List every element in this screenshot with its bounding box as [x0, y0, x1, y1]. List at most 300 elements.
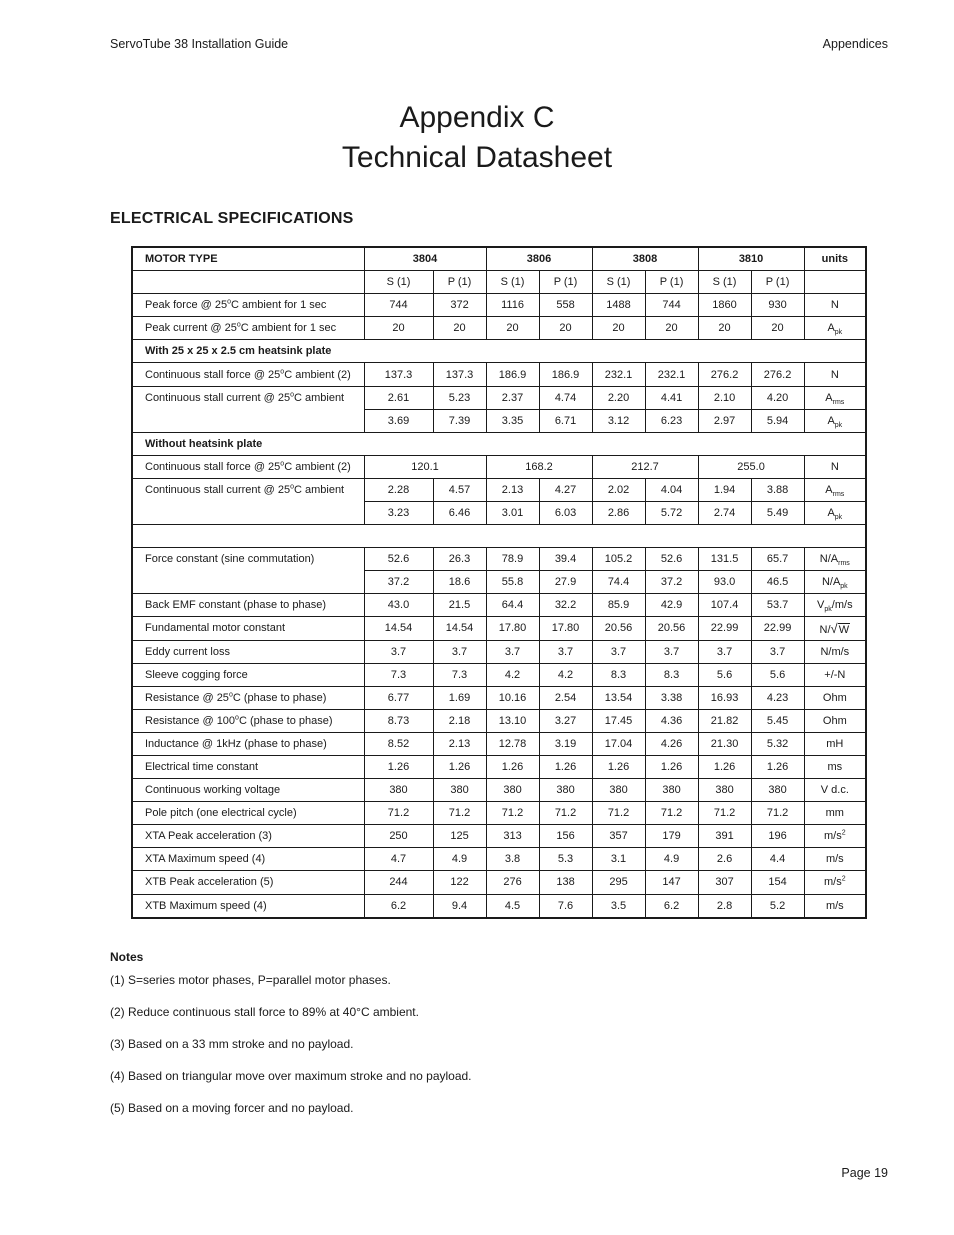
value-cell: 6.46 — [433, 502, 486, 525]
unit-sub: pk — [834, 421, 843, 429]
value-cell: 147 — [645, 871, 698, 894]
unit-text: A — [825, 483, 833, 496]
value-cell: 20.56 — [645, 617, 698, 640]
degree-sup: o — [227, 298, 232, 306]
value-cell: 20 — [698, 317, 751, 340]
row-label-text: Continuous stall current @ 25 — [145, 391, 291, 404]
value-cell: 71.2 — [592, 802, 645, 825]
value-cell: 4.23 — [751, 686, 804, 709]
value-cell: 71.2 — [645, 802, 698, 825]
table-row — [132, 548, 866, 571]
unit-sub: rms — [838, 560, 850, 568]
row-label-text: Continuous stall force @ 25 — [145, 460, 281, 473]
value-cell: 2.18 — [433, 709, 486, 732]
value-cell: 3.7 — [751, 640, 804, 663]
value-cell: 21.82 — [698, 709, 751, 732]
value-cell: 71.2 — [433, 802, 486, 825]
unit-cell: N/m/s — [804, 640, 866, 663]
row-label — [132, 848, 364, 871]
value-cell: 1.69 — [433, 686, 486, 709]
unit-cell — [804, 409, 866, 432]
unit-sub: pk — [840, 583, 848, 591]
value-cell: 32.2 — [539, 594, 592, 617]
value-cell: 5.2 — [751, 894, 804, 918]
unit-cell — [804, 502, 866, 525]
unit-cell: N — [804, 363, 866, 386]
unit-sup: 2 — [841, 829, 846, 837]
degree-sup: o — [290, 483, 294, 491]
value-cell: 2.37 — [486, 386, 539, 409]
degree-sup: o — [290, 390, 294, 398]
square-root-icon: √ — [830, 620, 838, 636]
value-cell: 313 — [486, 825, 539, 848]
unit-sub: pk — [824, 606, 832, 614]
degree-sup: o — [236, 321, 241, 329]
value-cell: 3.7 — [486, 640, 539, 663]
row-label — [132, 825, 364, 848]
value-cell: 744 — [364, 294, 433, 317]
value-cell: 137.3 — [364, 363, 433, 386]
value-cell: 4.74 — [539, 386, 592, 409]
model-header: 3808 — [592, 247, 698, 271]
value-cell: 22.99 — [751, 617, 804, 640]
parallel-subheader: P (1) — [539, 271, 592, 294]
motor-type-header: MOTOR TYPE — [132, 247, 364, 271]
value-cell: 3.7 — [698, 640, 751, 663]
series-subheader: S (1) — [592, 271, 645, 294]
value-cell: 6.2 — [364, 894, 433, 918]
value-cell: 276 — [486, 871, 539, 894]
value-cell: 380 — [698, 779, 751, 802]
table-row — [132, 594, 866, 617]
value-cell: 232.1 — [645, 363, 698, 386]
row-label-text: Continuous stall current @ 25 — [145, 483, 291, 496]
value-cell: 255.0 — [698, 455, 804, 478]
value-cell: 71.2 — [486, 802, 539, 825]
unit-cell: N — [804, 455, 866, 478]
value-cell: 37.2 — [645, 571, 698, 594]
unit-sub: pk — [834, 329, 843, 337]
value-cell: 391 — [698, 825, 751, 848]
unit-cell — [804, 548, 866, 571]
row-label — [132, 732, 364, 755]
row-label-text: Peak current @ 25 — [145, 322, 237, 335]
value-cell: 52.6 — [364, 548, 433, 571]
table-row — [132, 363, 866, 386]
value-cell: 20 — [364, 317, 433, 340]
value-cell: 156 — [539, 825, 592, 848]
row-label-text: XTA Peak acceleration (3) — [145, 830, 272, 843]
value-cell: 380 — [592, 779, 645, 802]
degree-sup: o — [228, 691, 233, 699]
value-cell: 65.7 — [751, 548, 804, 571]
value-cell: 2.54 — [539, 686, 592, 709]
table-row — [132, 732, 866, 755]
note-item: (1) S=series motor phases, P=parallel motor phases. — [110, 973, 391, 987]
row-label-text: C ambient — [293, 391, 345, 404]
value-cell: 8.3 — [592, 663, 645, 686]
value-cell: 3.69 — [364, 409, 433, 432]
row-label-text: C ambient (2) — [284, 460, 351, 473]
unit-text: A — [827, 414, 835, 427]
value-cell: 2.10 — [698, 386, 751, 409]
value-cell: 71.2 — [539, 802, 592, 825]
value-cell: 179 — [645, 825, 698, 848]
value-cell: 212.7 — [592, 455, 698, 478]
value-cell: 1.26 — [592, 755, 645, 778]
value-cell: 125 — [433, 825, 486, 848]
value-cell: 2.74 — [698, 502, 751, 525]
value-cell: 372 — [433, 294, 486, 317]
value-cell: 4.5 — [486, 894, 539, 918]
table-row — [132, 709, 866, 732]
value-cell: 53.7 — [751, 594, 804, 617]
value-cell: 1.94 — [698, 478, 751, 501]
row-label-text: C ambient for 1 sec — [240, 322, 337, 335]
value-cell: 4.20 — [751, 386, 804, 409]
table-row — [132, 294, 866, 317]
value-cell: 380 — [433, 779, 486, 802]
unit-cell — [804, 478, 866, 501]
value-cell: 27.9 — [539, 571, 592, 594]
unit-cell: ms — [804, 755, 866, 778]
value-cell: 380 — [751, 779, 804, 802]
value-cell: 22.99 — [698, 617, 751, 640]
row-label-text: Fundamental motor constant — [145, 622, 286, 635]
value-cell: 5.49 — [751, 502, 804, 525]
model-header: 3810 — [698, 247, 804, 271]
value-cell: 5.6 — [751, 663, 804, 686]
value-cell: 2.6 — [698, 848, 751, 871]
value-cell: 276.2 — [698, 363, 751, 386]
value-cell: 17.80 — [486, 617, 539, 640]
row-label-text: C (phase to phase) — [232, 691, 327, 704]
row-label — [132, 455, 364, 478]
parallel-subheader: P (1) — [433, 271, 486, 294]
value-cell: 2.20 — [592, 386, 645, 409]
value-cell: 8.3 — [645, 663, 698, 686]
value-cell: 107.4 — [698, 594, 751, 617]
value-cell: 4.9 — [433, 848, 486, 871]
row-label-text: XTA Maximum speed (4) — [145, 853, 266, 866]
value-cell: 1488 — [592, 294, 645, 317]
value-cell: 5.45 — [751, 709, 804, 732]
value-cell: 64.4 — [486, 594, 539, 617]
row-label — [132, 663, 364, 686]
unit-cell: +/-N — [804, 663, 866, 686]
row-label-text: Resistance @ 100 — [145, 714, 236, 727]
value-cell: 154 — [751, 871, 804, 894]
value-cell: 3.7 — [645, 640, 698, 663]
value-cell: 4.36 — [645, 709, 698, 732]
value-cell: 1.26 — [751, 755, 804, 778]
value-cell: 1116 — [486, 294, 539, 317]
electrical-spec-table — [131, 246, 867, 919]
value-cell: 138 — [539, 871, 592, 894]
unit-text: m/s — [823, 830, 842, 843]
degree-sup: o — [235, 714, 239, 722]
row-label-text: Force constant (sine commutation) — [145, 553, 315, 566]
value-cell: 6.77 — [364, 686, 433, 709]
value-cell: 2.61 — [364, 386, 433, 409]
value-cell: 186.9 — [539, 363, 592, 386]
unit-cell: mH — [804, 732, 866, 755]
value-cell: 26.3 — [433, 548, 486, 571]
value-cell: 13.54 — [592, 686, 645, 709]
value-cell: 4.27 — [539, 478, 592, 501]
value-cell: 14.54 — [364, 617, 433, 640]
table-section-row — [132, 432, 866, 455]
row-label — [132, 548, 364, 594]
row-label-text: C ambient for 1 sec — [231, 299, 327, 312]
row-label — [132, 594, 364, 617]
value-cell: 4.2 — [486, 663, 539, 686]
row-label — [132, 294, 364, 317]
row-label-text: XTB Peak acceleration (5) — [145, 876, 274, 889]
value-cell: 3.7 — [364, 640, 433, 663]
page-number: Page 19 — [841, 1166, 888, 1180]
value-cell: 17.45 — [592, 709, 645, 732]
page-title-line2: Technical Datasheet — [341, 141, 613, 174]
row-label — [132, 709, 364, 732]
value-cell: 4.9 — [645, 848, 698, 871]
table-row — [132, 848, 866, 871]
value-cell: 39.4 — [539, 548, 592, 571]
spacer-row — [132, 525, 866, 548]
unit-cell: V d.c. — [804, 779, 866, 802]
value-cell: 20 — [539, 317, 592, 340]
value-cell: 4.7 — [364, 848, 433, 871]
value-cell: 1.26 — [433, 755, 486, 778]
note-item: (4) Based on triangular move over maximum stroke and no payload. — [110, 1069, 472, 1083]
value-cell: 20 — [486, 317, 539, 340]
unit-cell: N — [804, 294, 866, 317]
value-cell: 1.26 — [539, 755, 592, 778]
running-header-section: Appendices — [822, 37, 888, 51]
value-cell: 380 — [364, 779, 433, 802]
unit-text: /m/s — [831, 599, 853, 612]
notes-heading: Notes — [110, 950, 144, 964]
value-cell: 21.5 — [433, 594, 486, 617]
value-cell: 93.0 — [698, 571, 751, 594]
value-cell: 131.5 — [698, 548, 751, 571]
value-cell: 1860 — [698, 294, 751, 317]
row-label — [132, 686, 364, 709]
row-label — [132, 871, 364, 894]
table-row — [132, 386, 866, 409]
value-cell: 7.39 — [433, 409, 486, 432]
model-header: 3804 — [364, 247, 486, 271]
value-cell: 42.9 — [645, 594, 698, 617]
value-cell: 3.1 — [592, 848, 645, 871]
unit-text: N/A — [819, 553, 839, 566]
page-title-line1: Appendix C — [399, 101, 555, 134]
table-row — [132, 825, 866, 848]
value-cell: 3.7 — [592, 640, 645, 663]
value-cell: 4.26 — [645, 732, 698, 755]
table-row — [132, 478, 866, 501]
value-cell: 7.6 — [539, 894, 592, 918]
table-row — [132, 640, 866, 663]
value-cell: 5.3 — [539, 848, 592, 871]
unit-cell — [804, 386, 866, 409]
value-cell: 13.10 — [486, 709, 539, 732]
running-header-title: ServoTube 38 Installation Guide — [110, 37, 289, 51]
table-row — [132, 455, 866, 478]
value-cell: 6.03 — [539, 502, 592, 525]
row-label-text: C ambient (2) — [284, 368, 351, 381]
table-row — [132, 317, 866, 340]
value-cell: 74.4 — [592, 571, 645, 594]
value-cell: 71.2 — [751, 802, 804, 825]
value-cell: 3.7 — [539, 640, 592, 663]
note-item: (3) Based on a 33 mm stroke and no payload. — [110, 1037, 354, 1051]
value-cell: 4.2 — [539, 663, 592, 686]
row-label — [132, 755, 364, 778]
value-cell: 196 — [751, 825, 804, 848]
value-cell: 120.1 — [364, 455, 486, 478]
value-cell: 244 — [364, 871, 433, 894]
section-heading: ELECTRICAL SPECIFICATIONS — [110, 210, 354, 227]
unit-text: m/s — [823, 876, 842, 889]
section-row-label: Without heatsink plate — [132, 432, 866, 455]
value-cell: 276.2 — [751, 363, 804, 386]
degree-sup: o — [280, 367, 285, 375]
value-cell: 307 — [698, 871, 751, 894]
unit-text: A — [827, 507, 835, 520]
value-cell: 6.71 — [539, 409, 592, 432]
value-cell: 3.8 — [486, 848, 539, 871]
unit-cell — [804, 871, 866, 894]
value-cell: 3.38 — [645, 686, 698, 709]
value-cell: 744 — [645, 294, 698, 317]
row-label-text: C ambient — [293, 483, 345, 496]
value-cell: 5.72 — [645, 502, 698, 525]
unit-text: A — [827, 322, 835, 335]
row-label — [132, 779, 364, 802]
row-label — [132, 386, 364, 432]
value-cell: 3.35 — [486, 409, 539, 432]
table-row — [132, 617, 866, 640]
row-label — [132, 894, 364, 918]
value-cell: 186.9 — [486, 363, 539, 386]
value-cell: 2.13 — [486, 478, 539, 501]
value-cell: 137.3 — [433, 363, 486, 386]
value-cell: 380 — [539, 779, 592, 802]
row-label — [132, 617, 364, 640]
value-cell: 357 — [592, 825, 645, 848]
value-cell: 20 — [751, 317, 804, 340]
value-cell: 930 — [751, 294, 804, 317]
unit-sup: 2 — [841, 875, 846, 883]
table-row — [132, 779, 866, 802]
value-cell: 4.04 — [645, 478, 698, 501]
value-cell: 8.52 — [364, 732, 433, 755]
value-cell: 558 — [539, 294, 592, 317]
table-subheader-row — [132, 271, 866, 294]
degree-sup: o — [280, 460, 285, 468]
value-cell: 37.2 — [364, 571, 433, 594]
value-cell: 20 — [592, 317, 645, 340]
table-row — [132, 802, 866, 825]
unit-cell: Ohm — [804, 709, 866, 732]
units-header: units — [804, 247, 866, 271]
value-cell: 1.26 — [645, 755, 698, 778]
value-cell: 20 — [645, 317, 698, 340]
value-cell: 17.80 — [539, 617, 592, 640]
value-cell: 5.94 — [751, 409, 804, 432]
row-label-text: Continuous stall force @ 25 — [145, 368, 281, 381]
value-cell: 380 — [645, 779, 698, 802]
value-cell: 4.41 — [645, 386, 698, 409]
value-cell: 122 — [433, 871, 486, 894]
unit-sub: rms — [832, 398, 845, 406]
series-subheader: S (1) — [364, 271, 433, 294]
value-cell: 85.9 — [592, 594, 645, 617]
value-cell: 6.2 — [645, 894, 698, 918]
value-cell: 71.2 — [698, 802, 751, 825]
series-subheader: S (1) — [698, 271, 751, 294]
table-header-row — [132, 247, 866, 271]
value-cell: 2.8 — [698, 894, 751, 918]
value-cell: 4.4 — [751, 848, 804, 871]
table-section-row — [132, 340, 866, 363]
value-cell: 3.5 — [592, 894, 645, 918]
value-cell: 20 — [433, 317, 486, 340]
value-cell: 2.97 — [698, 409, 751, 432]
value-cell: 17.04 — [592, 732, 645, 755]
value-cell: 3.19 — [539, 732, 592, 755]
unit-cell: Ohm — [804, 686, 866, 709]
row-label — [132, 802, 364, 825]
model-header: 3806 — [486, 247, 592, 271]
row-label-text: Inductance @ 1kHz (phase to phase) — [145, 737, 327, 750]
value-cell: 9.4 — [433, 894, 486, 918]
section-row-label: With 25 x 25 x 2.5 cm heatsink plate — [132, 340, 866, 363]
table-row — [132, 686, 866, 709]
unit-cell — [804, 317, 866, 340]
row-label-text: Pole pitch (one electrical cycle) — [145, 807, 297, 820]
value-cell: 7.3 — [433, 663, 486, 686]
value-cell: 6.23 — [645, 409, 698, 432]
value-cell: 3.01 — [486, 502, 539, 525]
value-cell: 5.6 — [698, 663, 751, 686]
value-cell: 18.6 — [433, 571, 486, 594]
value-cell: 3.12 — [592, 409, 645, 432]
value-cell: 2.13 — [433, 732, 486, 755]
row-label-text: Back EMF constant (phase to phase) — [145, 599, 326, 612]
row-label-text: C (phase to phase) — [238, 714, 333, 727]
value-cell: 4.57 — [433, 478, 486, 501]
row-label-text: XTB Maximum speed (4) — [145, 899, 267, 912]
value-cell: 20.56 — [592, 617, 645, 640]
value-cell: 43.0 — [364, 594, 433, 617]
unit-sub: pk — [834, 514, 843, 522]
unit-cell — [804, 825, 866, 848]
value-cell: 21.30 — [698, 732, 751, 755]
value-cell: 7.3 — [364, 663, 433, 686]
parallel-subheader: P (1) — [645, 271, 698, 294]
value-cell: 295 — [592, 871, 645, 894]
row-label-text: Electrical time constant — [145, 761, 259, 774]
unit-cell: m/s — [804, 848, 866, 871]
row-label-text: Eddy current loss — [145, 645, 230, 658]
table-row — [132, 894, 866, 918]
unit-cell — [804, 594, 866, 617]
value-cell: 8.73 — [364, 709, 433, 732]
row-label — [132, 478, 364, 524]
value-cell: 3.23 — [364, 502, 433, 525]
